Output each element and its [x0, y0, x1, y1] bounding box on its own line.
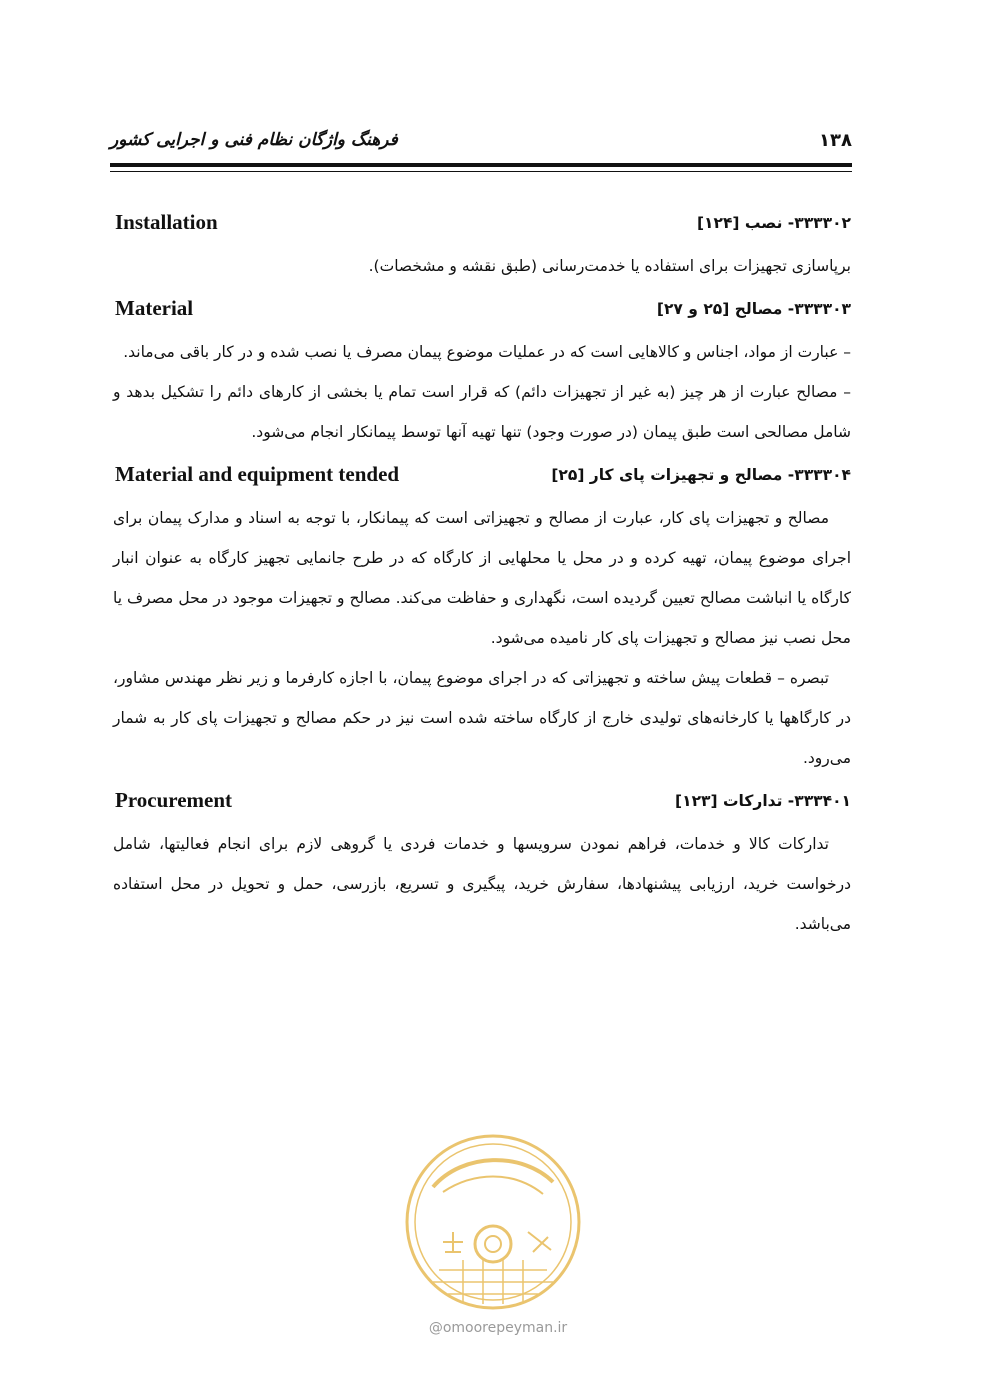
entry-definition: برپاسازی تجهیزات برای استفاده یا خدمت‌رسانی (طبق نقشه و مشخصات). [368, 257, 851, 275]
entry-fa-term: ۳۳۳۳۰۴- مصالح و تجهیزات پای کار [۲۵] [551, 466, 851, 484]
glossary-entry-installation [113, 208, 851, 286]
entry-fa-term: ۳۳۳۳۰۲- نصب [۱۲۴] [696, 214, 851, 232]
glossary-entry-procurement [113, 786, 851, 944]
entry-fa-term: ۳۳۳۳۰۳- مصالح [۲۵ و ۲۷] [656, 300, 851, 318]
header-rule-thin [110, 171, 852, 172]
entry-en-term: Installation [115, 210, 218, 234]
entry-definition: – عبارت از مواد، اجناس و کالاهایی است که در عملیات موضوع پیمان مصرف یا نصب شده و در کار باقی می‌ماند. [123, 343, 851, 361]
glossary-entry-material-equipment [113, 460, 851, 778]
entry-heading [113, 786, 851, 824]
entry-note: تبصره – قطعات پیش ساخته و تجهیزاتی که در اجرای موضوع پیمان، با اجازه کارفرما و زیر نظر مهندس مشاور، در کارگاهها یا کارخانه‌های تولیدی خارج از کارگاه ساخته شده است نیز در حکم مصالح و تجهیزات پای کار به شمار می‌رود. [113, 669, 851, 767]
glossary-entry-material [113, 294, 851, 452]
entry-heading [113, 208, 851, 246]
entry-definition: مصالح و تجهیزات پای کار، عبارت از مصالح و تجهیزاتی است که پیمانکار، با توجه به اسناد و مدارک پیمان برای اجرای موضوع پیمان، تهیه کرده و در محل یا محلهایی از کارگاه که در طرح جانمایی تجهیز کارگاه به عنوان انبار کارگاه یا انباشت مصالح تعیین گردیده است، نگهداری و حفاظت می‌کند. مصالح و تجهیزات موجود در محل مصرف یا محل نصب نیز مصالح و تجهیزات پای کار نامیده می‌شود. [113, 509, 851, 647]
glossary-content [113, 208, 851, 944]
book-title: فرهنگ واژگان نظام فنی و اجرایی کشور [110, 130, 398, 150]
entry-en-term: Procurement [115, 788, 233, 812]
entry-heading [113, 294, 851, 332]
page-number: ۱۳۸ [819, 130, 852, 151]
entry-en-term: Material and equipment tended [115, 462, 400, 486]
watermark-url: @omoorepeyman.ir [428, 1320, 568, 1336]
entry-definition: – مصالح عبارت از هر چیز (به غیر از تجهیزات دائم) که قرار است تمام یا بخشی از کارهای دائم را تشکیل بدهد و شامل مصالحی است طبق پیمان (در صورت وجود) تنها تهیه آنها توسط پیمانکار انجام می‌شود. [113, 383, 851, 441]
entry-en-term: Material [115, 296, 194, 320]
watermark-seal-icon [403, 1132, 583, 1312]
header-rule-thick [110, 163, 852, 167]
entry-fa-term: ۳۳۳۴۰۱- تدارکات [۱۲۳] [675, 792, 851, 810]
entry-heading [113, 460, 851, 498]
entry-definition: تدارکات کالا و خدمات، فراهم نمودن سرویسها و خدمات فردی یا گروهی لازم برای انجام فعالیتها، شامل درخواست خرید، ارزیابی پیشنهادها، سفارش خرید، پیگیری و تسریع، بازرسی، حمل و تحویل در محل استفاده می‌باشد. [113, 835, 851, 933]
